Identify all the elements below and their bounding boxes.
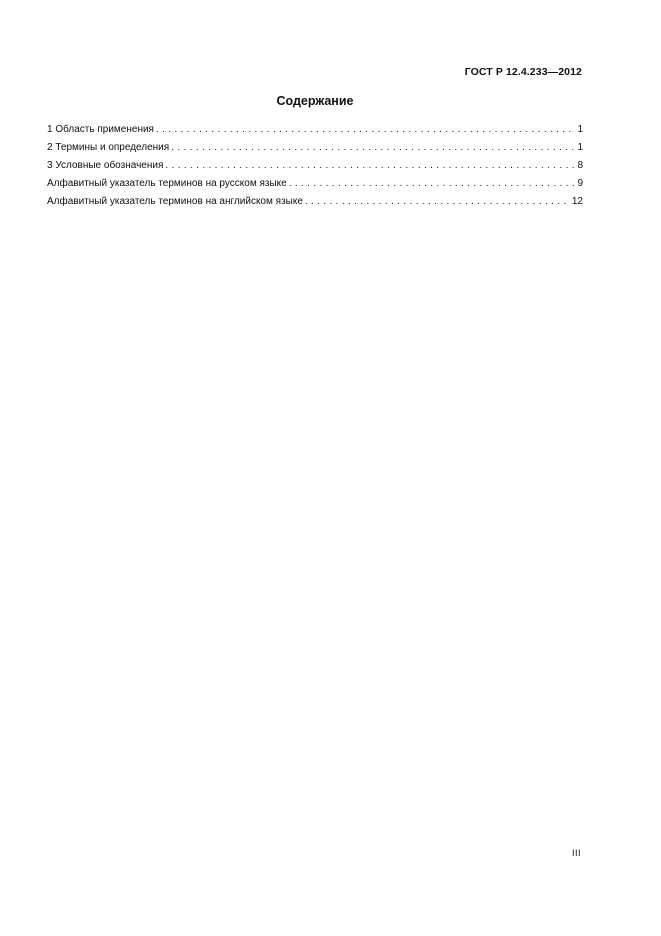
- toc-entry-page: 12: [571, 196, 583, 207]
- toc-dot-leader: [171, 139, 574, 157]
- document-code: ГОСТ Р 12.4.233—2012: [464, 66, 582, 78]
- table-of-contents: [47, 121, 583, 211]
- toc-dot-leader: [305, 193, 569, 211]
- toc-entry-page: 8: [577, 160, 583, 171]
- toc-entry-english-index[interactable]: [47, 193, 583, 211]
- page-number: III: [571, 848, 581, 858]
- toc-entry-page: 9: [577, 178, 583, 189]
- toc-entry-label: 1 Область применения: [47, 124, 154, 135]
- toc-entry-label: 2 Термины и определения: [47, 142, 170, 153]
- toc-entry-label: 3 Условные обозначения: [47, 160, 164, 171]
- toc-entry-symbols[interactable]: [47, 157, 583, 175]
- toc-dot-leader: [289, 175, 575, 193]
- toc-entry-terms[interactable]: [47, 139, 583, 157]
- toc-dot-leader: [165, 157, 574, 175]
- toc-title: Содержание: [276, 94, 354, 108]
- toc-entry-russian-index[interactable]: [47, 175, 583, 193]
- toc-entry-page: 1: [577, 142, 583, 153]
- toc-entry-label: Алфавитный указатель терминов на английском языке: [47, 196, 303, 207]
- toc-entry-label: Алфавитный указатель терминов на русском языке: [47, 178, 287, 189]
- toc-dot-leader: [156, 121, 574, 139]
- toc-entry-scope[interactable]: [47, 121, 583, 139]
- toc-entry-page: 1: [577, 124, 583, 135]
